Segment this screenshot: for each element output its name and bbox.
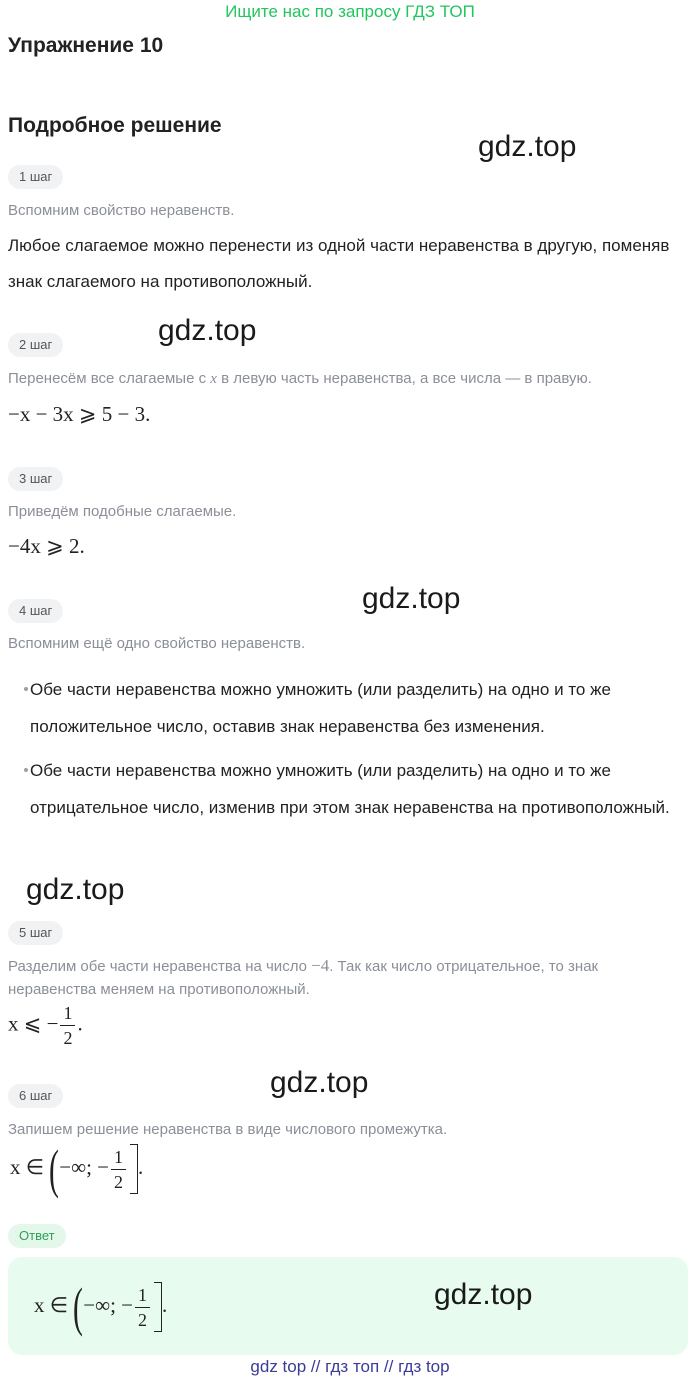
step-2-hint: Перенесём все слагаемые с x в левую часть неравенства, а все числа — в правую. bbox=[8, 370, 592, 387]
step-6-formula: x ∈ (−∞; − $\frac{1}{2}$ . bbox=[10, 1139, 144, 1199]
step-5-formula: x ⩽ − $\frac{1}{2}$ . bbox=[8, 1003, 83, 1048]
step-4-hint: Вспомним ещё одно свойство неравенств. bbox=[8, 635, 306, 652]
footer-links[interactable]: gdz top // гдз топ // гдз top bbox=[250, 1357, 450, 1376]
step-1-badge: 1 шаг bbox=[8, 165, 63, 189]
step-4-badge: 4 шаг bbox=[8, 599, 63, 623]
bullet-item: Обе части неравенства можно умножить (или разделить) на одно и то же отрицательное число, изменив при этом знак неравенства на противоположный. bbox=[30, 752, 690, 826]
watermark: gdz.top bbox=[362, 582, 461, 615]
fraction: $\frac{1}{2}$ bbox=[135, 1286, 150, 1329]
variable-x: x bbox=[210, 371, 217, 387]
page-title: Упражнение 10 bbox=[8, 34, 164, 57]
step-3-hint: Приведём подобные слагаемые. bbox=[8, 503, 237, 520]
number-minus-four: −4 bbox=[311, 956, 330, 975]
step-5-badge: 5 шаг bbox=[8, 921, 63, 945]
search-banner[interactable]: Ищите нас по запросу ГДЗ ТОП bbox=[225, 2, 475, 21]
step-6-hint: Запишем решение неравенства в виде числового промежутка. bbox=[8, 1121, 448, 1138]
watermark: gdz.top bbox=[270, 1066, 369, 1099]
step-2-badge: 2 шаг bbox=[8, 333, 63, 357]
step-1-text: Любое слагаемое можно перенести из одной части неравенства в другую, поменяв знак слагаемого на противоположный. bbox=[8, 236, 670, 291]
close-bracket bbox=[130, 1144, 138, 1194]
bullet-item: Обе части неравенства можно умножить (или разделить) на одно и то же положительное число, оставив знак неравенства без изменения. bbox=[30, 671, 690, 745]
open-paren: ( bbox=[49, 1139, 60, 1199]
answer-formula: x ∈ (−∞; − $\frac{1}{2}$ . bbox=[34, 1277, 168, 1337]
fraction: $\frac{1}{2}$ bbox=[60, 1004, 75, 1047]
open-paren: ( bbox=[73, 1277, 84, 1337]
bullet-dot bbox=[24, 768, 28, 772]
close-bracket bbox=[154, 1282, 162, 1332]
section-title: Подробное решение bbox=[8, 114, 222, 137]
watermark: gdz.top bbox=[26, 873, 125, 906]
step-6-badge: 6 шаг bbox=[8, 1084, 63, 1108]
step-3-formula: −4x ⩾ 2. bbox=[8, 534, 85, 558]
watermark: gdz.top bbox=[478, 130, 577, 163]
watermark: gdz.top bbox=[158, 314, 257, 347]
step-1-hint: Вспомним свойство неравенств. bbox=[8, 202, 235, 219]
watermark: gdz.top bbox=[434, 1278, 533, 1311]
answer-badge: Ответ bbox=[8, 1224, 66, 1248]
bullet-dot bbox=[24, 687, 28, 691]
fraction: $\frac{1}{2}$ bbox=[111, 1148, 126, 1191]
step-3-badge: 3 шаг bbox=[8, 467, 63, 491]
step-5-hint: Разделим обе части неравенства на число −4. Так как число отрицательное, то знак неравенства меняем на противоположный. bbox=[8, 956, 599, 998]
step-2-formula: −x − 3x ⩾ 5 − 3. bbox=[8, 402, 151, 426]
